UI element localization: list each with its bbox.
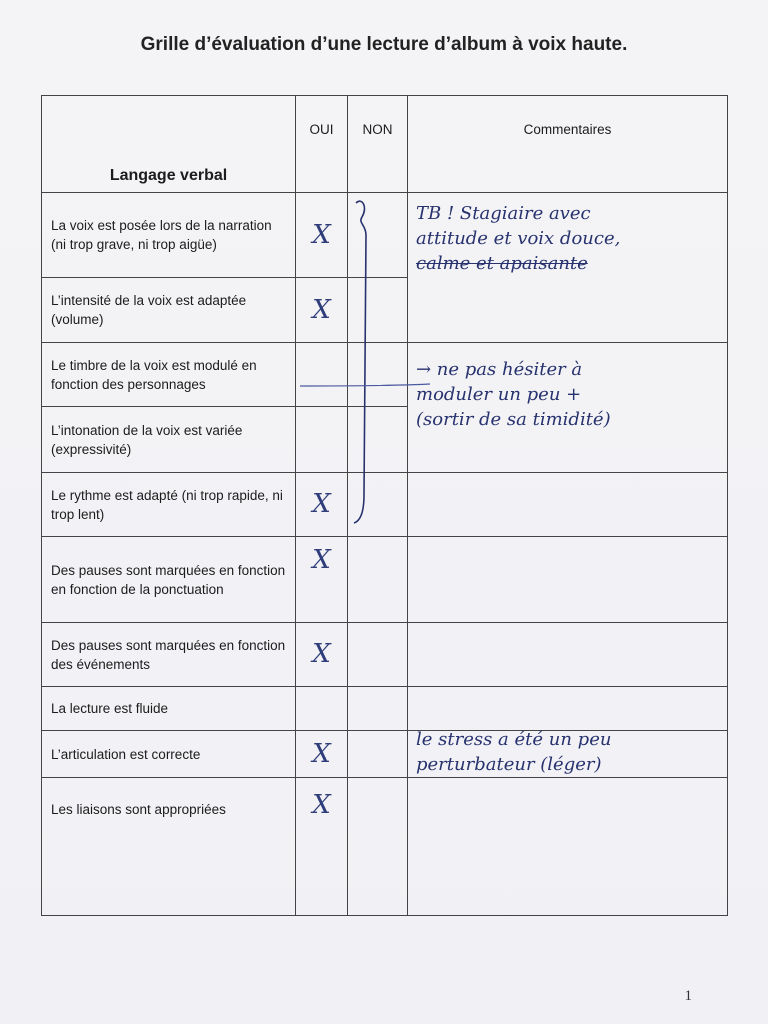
comment-cell xyxy=(408,343,728,473)
non-cell xyxy=(348,537,408,623)
handwritten-comment xyxy=(416,201,719,276)
comment-line: calme et apaisante xyxy=(416,253,588,274)
column-header-oui: OUI xyxy=(296,96,348,193)
comment-line: TB ! Stagiaire avec xyxy=(416,203,591,224)
handwritten-comment xyxy=(416,357,719,432)
check-mark: X xyxy=(312,639,331,669)
oui-cell xyxy=(296,407,348,473)
non-cell xyxy=(348,687,408,731)
criterion-cell: L’articulation est correcte xyxy=(42,731,296,778)
comment-cell xyxy=(408,537,728,623)
table-row xyxy=(42,473,728,537)
comment-cell xyxy=(408,473,728,537)
comment-cell xyxy=(408,687,728,731)
oui-cell xyxy=(296,623,348,687)
handwritten-comment xyxy=(416,727,719,777)
check-mark: X xyxy=(312,219,331,250)
check-mark: X xyxy=(312,489,331,519)
criterion-cell: L’intensité de la voix est adaptée (volume) xyxy=(42,278,296,343)
criterion-cell: La voix est posée lors de la narration (ni trop grave, ni trop aigüe) xyxy=(42,193,296,278)
page-number: 1 xyxy=(684,988,692,1004)
comment-line: → ne pas hésiter à xyxy=(416,359,583,380)
table-row xyxy=(42,778,728,916)
oui-cell xyxy=(296,731,348,778)
handwritten-brace xyxy=(352,195,372,525)
oui-cell xyxy=(296,687,348,731)
comment-line: perturbateur (léger) xyxy=(416,754,602,775)
non-cell xyxy=(348,731,408,778)
criterion-cell: Le timbre de la voix est modulé en fonction des personnages xyxy=(42,343,296,407)
comment-cell xyxy=(408,193,728,343)
check-mark: X xyxy=(312,545,331,575)
criterion-cell: L’intonation de la voix est variée (expressivité) xyxy=(42,407,296,473)
criterion-cell: Le rythme est adapté (ni trop rapide, ni trop lent) xyxy=(42,473,296,537)
criterion-cell: Les liaisons sont appropriées xyxy=(42,778,296,916)
comment-line: (sortir de sa timidité) xyxy=(416,409,611,430)
column-header-non: NON xyxy=(348,96,408,193)
check-mark: X xyxy=(312,790,331,820)
comment-cell xyxy=(408,731,728,778)
comment-cell xyxy=(408,623,728,687)
page-title: Grille d’évaluation d’une lecture d’album à voix haute. xyxy=(140,34,628,55)
table-row xyxy=(42,193,728,278)
section-title: Langage verbal xyxy=(109,167,228,184)
oui-cell xyxy=(296,473,348,537)
table-row xyxy=(42,537,728,623)
table-row xyxy=(42,623,728,687)
oui-cell xyxy=(296,278,348,343)
comment-line: attitude et voix douce, xyxy=(416,228,621,249)
non-cell xyxy=(348,778,408,916)
oui-cell xyxy=(296,193,348,278)
oui-cell xyxy=(296,537,348,623)
non-cell xyxy=(348,623,408,687)
comment-line: moduler un peu + xyxy=(416,384,582,405)
criterion-cell: Des pauses sont marquées en fonction des événements xyxy=(42,623,296,687)
evaluation-grid xyxy=(41,95,728,916)
comment-cell xyxy=(408,778,728,916)
handwritten-arrow xyxy=(300,370,440,400)
column-header-comments: Commentaires xyxy=(408,96,728,193)
section-header-cell xyxy=(42,96,296,193)
check-mark: X xyxy=(312,294,331,325)
table-header-row xyxy=(42,96,728,193)
table-row xyxy=(42,687,728,731)
criterion-cell: La lecture est fluide xyxy=(42,687,296,731)
comment-line: le stress a été un peu xyxy=(416,729,612,750)
criterion-cell: Des pauses sont marquées en fonction en fonction de la ponctuation xyxy=(42,537,296,623)
check-mark: X xyxy=(312,738,331,769)
table-row xyxy=(42,731,728,778)
oui-cell xyxy=(296,778,348,916)
